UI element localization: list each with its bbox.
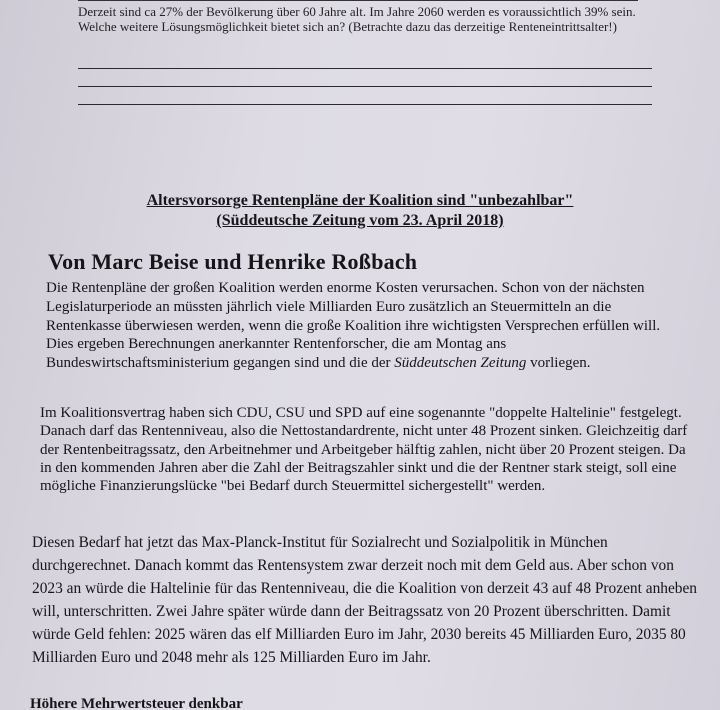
next-section-heading: Höhere Mehrwertsteuer denkbar	[30, 696, 243, 710]
paragraph-1: Die Rentenpläne der großen Koalition werden enorme Kosten verursachen. Schon von der nächsten Legislaturperiode an müssten jährlich viele Milliarden Euro zusätzlich an Steuermitteln an die Rentenkasse überwiesen werden, wenn die große Koalition ihre wichtigsten Versprechen erfüllen will. Dies ergeben Berechnungen anerkannter Rentenforscher, die am Montag ans Bundeswirtschaftsministerium gegangen sind und die der Süddeutschen Zeitung vorliegen.	[46, 280, 661, 372]
article-title: Altersvorsorge Rentenpläne der Koalition sind "unbezahlbar"	[146, 192, 574, 209]
newspaper-name: Süddeutschen Zeitung	[394, 355, 527, 372]
paragraph-3: Diesen Bedarf hat jetzt das Max-Planck-Institut für Sozialrecht und Sozialpolitik in München durchgerechnet. Danach kommt das Rentensystem zwar derzeit noch mit dem Geld aus. Aber schon von 2023 an würde die Haltelinie für das Rentenniveau, die die Koalition von derzeit 43 auf 48 Prozent anheben will, unterschritten. Zwei Jahre später würde dann der Beitragssatz von 20 Prozent überschritten. Damit würde Geld fehlen: 2025 wären das elf Milliarden Euro im Jahr, 2030 bereits 45 Milliarden Euro, 2035 80 Milliarden Euro und 2048 mehr als 125 Milliarden Euro im Jahr.	[32, 534, 698, 666]
article-authors: Von Marc Beise und Henrike Roßbach	[48, 249, 418, 274]
answer-line-2	[78, 86, 652, 87]
answer-line-1	[78, 68, 652, 69]
answer-line-3	[78, 104, 652, 105]
paragraph-2: Im Koalitionsvertrag haben sich CDU, CSU und SPD auf eine sogenannte "doppelte Haltelinie" festgelegt. Danach darf das Rentenniveau, also die Nettostandardrente, nicht unter 48 Prozent sinken. Gleichzeitig darf der Rentenbeitragssatz, den Arbeitnehmer und Arbeitgeber hälftig zahlen, nicht über 20 Prozent steigen. Da in den kommenden Jahren aber die Zahl der Beitragszahler sinkt und die der Rentner stark steigt, soll eine mögliche Finanzierungslücke "bei Bedarf durch Steuermittel sichergestellt" werden.	[40, 405, 688, 495]
task-question: Derzeit sind ca 27% der Bevölkerung über 60 Jahre alt. Im Jahre 2060 werden es voraussichtlich 39% sein. Welche weitere Lösungsmöglichkeit bietet sich an? (Betrachte dazu das derzeitige Renteneintrittsalter!)	[78, 4, 636, 34]
top-answer-line	[78, 0, 638, 1]
article-source: (Süddeutsche Zeitung vom 23. April 2018)	[216, 212, 504, 229]
